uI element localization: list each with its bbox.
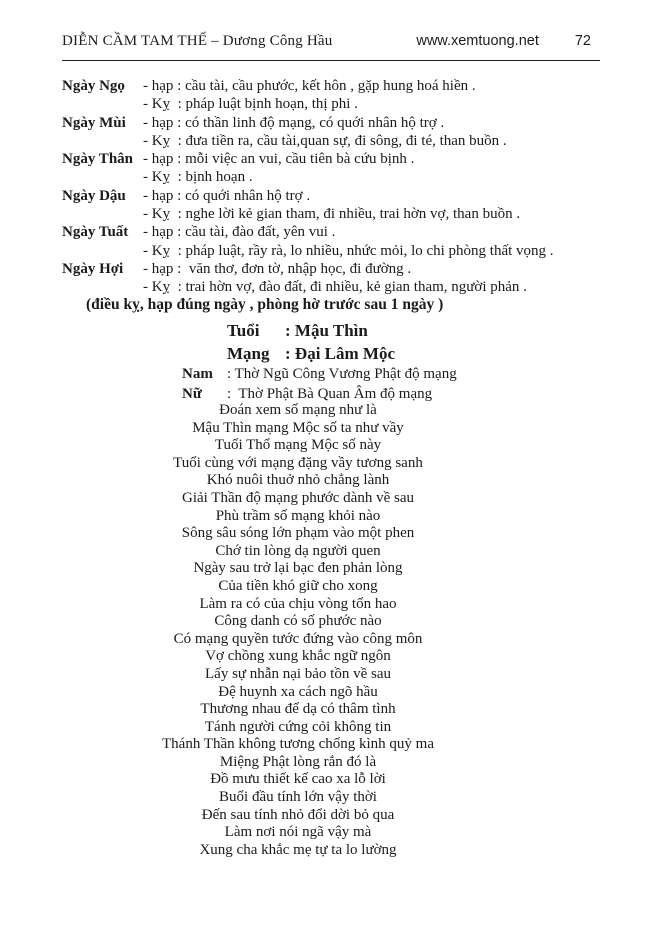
day-lines	[143, 150, 628, 187]
poem-line: Buổi đầu tính lớn vậy thời	[219, 789, 377, 806]
poem-line: Ngày sau trở lại bạc đen phản lòng	[193, 560, 403, 577]
day-ky-line: - Kỵ : trai hờn vợ, đào đất, đi nhiều, kẻ gian tham, người phản .	[143, 279, 527, 296]
page-header	[62, 33, 591, 50]
day-hap-line: - hạp : có thần linh độ mạng, có quới nhân hộ trợ .	[143, 114, 445, 131]
day-hap-line: - hạp : mỗi việc an vui, cầu tiên bà cứu bịnh .	[143, 151, 415, 168]
poem-block	[88, 402, 508, 859]
poem-line: Của tiền khó giữ cho xong	[218, 577, 378, 594]
day-row	[62, 150, 628, 187]
poem-line: Tuổi cùng với mạng đặng vầy tương sanh	[173, 454, 423, 471]
tuoi-label: Tuổi	[227, 321, 260, 340]
day-lines	[143, 77, 628, 114]
poem-line: Miệng Phật lòng rắn đó là	[219, 753, 377, 770]
day-ky-line: - Kỵ : nghe lời kẻ gian tham, đi nhiều, trai hờn vợ, than buồn .	[143, 206, 521, 223]
day-lines	[143, 260, 628, 297]
header-divider	[62, 60, 600, 61]
profile-row-mang	[227, 342, 661, 365]
nam-label: Nam	[182, 366, 213, 382]
poem-line: Vợ chồng xung khắc ngữ ngôn	[205, 648, 391, 665]
poem-line: Mậu Thìn mạng Mộc số ta như vầy	[192, 419, 404, 436]
day-hap-line: - hạp : cầu tài, đào đất, yên vui .	[143, 224, 336, 241]
tuoi-value: : Mậu Thìn	[285, 321, 368, 340]
website-url: www.xemtuong.net	[416, 33, 539, 49]
day-hap-line: - hạp : có quới nhân hộ trợ .	[143, 187, 311, 204]
poem-line: Khó nuôi thuở nhỏ chẳng lành	[206, 472, 390, 489]
mang-label: Mạng	[227, 344, 270, 363]
poem-line: Công danh có số phước nào	[214, 613, 382, 630]
poem-line: Đệ huynh xa cách ngõ hầu	[218, 683, 378, 700]
day-label: Ngày Tuất	[62, 224, 129, 241]
poem-line: Giải Thần độ mạng phước dành về sau	[182, 489, 414, 506]
profile-row-tuoi	[227, 319, 661, 342]
nu-label: Nữ	[182, 385, 202, 402]
day-ky-line: - Kỵ : bịnh hoạn .	[143, 169, 253, 186]
day-ky-line: - Kỵ : pháp luật bịnh hoạn, thị phi .	[143, 96, 358, 113]
day-lines	[143, 223, 628, 260]
poem-line: Tánh người cứng cỏi không tin	[204, 718, 392, 735]
poem-line: Sông sâu sóng lớn phạm vào một phen	[181, 525, 415, 542]
day-row	[62, 260, 628, 297]
day-label: Ngày Mùi	[62, 114, 126, 131]
poem-line: Đoán xem số mạng như là	[219, 402, 377, 418]
day-hap-line: - hạp : cầu tài, cầu phước, kết hôn , gặp hung hoá hiền .	[143, 78, 476, 94]
poem-line: Xung cha khắc mẹ tự ta lo lường	[199, 841, 397, 858]
note-line: (điều kỵ, hạp đúng ngày , phòng hờ trước sau 1 ngày )	[86, 296, 444, 313]
day-row	[62, 77, 628, 114]
poem-line: Đến sau tính nhỏ đổi dời bỏ qua	[201, 806, 395, 823]
day-label: Ngày Thân	[62, 151, 134, 168]
profile-block	[0, 319, 661, 404]
nu-value: : Thờ Phật Bà Quan Âm độ mạng	[227, 385, 433, 402]
profile-row-nam	[182, 365, 661, 385]
day-list	[62, 77, 628, 297]
poem-line: Tuổi Thổ mạng Mộc số này	[214, 437, 382, 454]
day-hap-line: - hạp : văn thơ, đơn tờ, nhập học, đi đường .	[143, 260, 412, 277]
day-ky-line: - Kỵ : đưa tiền ra, cầu tài,quan sự, đi sông, đi té, than buồn .	[143, 132, 507, 149]
header-right	[416, 33, 591, 49]
nam-value: : Thờ Ngũ Công Vương Phật độ mạng	[227, 366, 457, 382]
day-row	[62, 187, 628, 224]
poem-line: Làm nơi nói ngã vậy mà	[224, 824, 372, 841]
poem-line: Thương nhau để dạ có thâm tình	[200, 701, 396, 718]
day-label: Ngày Dậu	[62, 187, 126, 204]
book-title: DIỄN CẦM TAM THẾ – Dương Công Hầu	[62, 33, 333, 49]
poem-line: Làm ra có của chịu vòng tổn hao	[199, 595, 397, 612]
day-label: Ngày Hợi	[62, 260, 124, 277]
day-lines	[143, 114, 628, 151]
poem-line: Thánh Thần không tương chống kình quỷ ma	[162, 736, 434, 753]
page-number: 72	[574, 33, 591, 49]
day-row	[62, 114, 628, 151]
poem-line: Đồ mưu thiết kế cao xa lỗ lời	[210, 771, 386, 788]
poem-line: Phù trầm số mạng khỏi nào	[215, 507, 381, 524]
day-row	[62, 223, 628, 260]
day-lines	[143, 187, 628, 224]
poem-line: Chớ tin lòng dạ người quen	[215, 542, 381, 559]
poem-line: Có mạng quyền tước đứng vào công môn	[173, 630, 423, 647]
day-ky-line: - Kỵ : pháp luật, rầy rà, lo nhiều, nhức mỏi, lo chi phòng thất vọng .	[143, 242, 554, 259]
poem-line: Lấy sự nhẫn nại bảo tồn về sau	[205, 665, 391, 682]
day-label: Ngày Ngọ	[62, 78, 125, 94]
mang-value: : Đại Lâm Mộc	[285, 344, 396, 363]
